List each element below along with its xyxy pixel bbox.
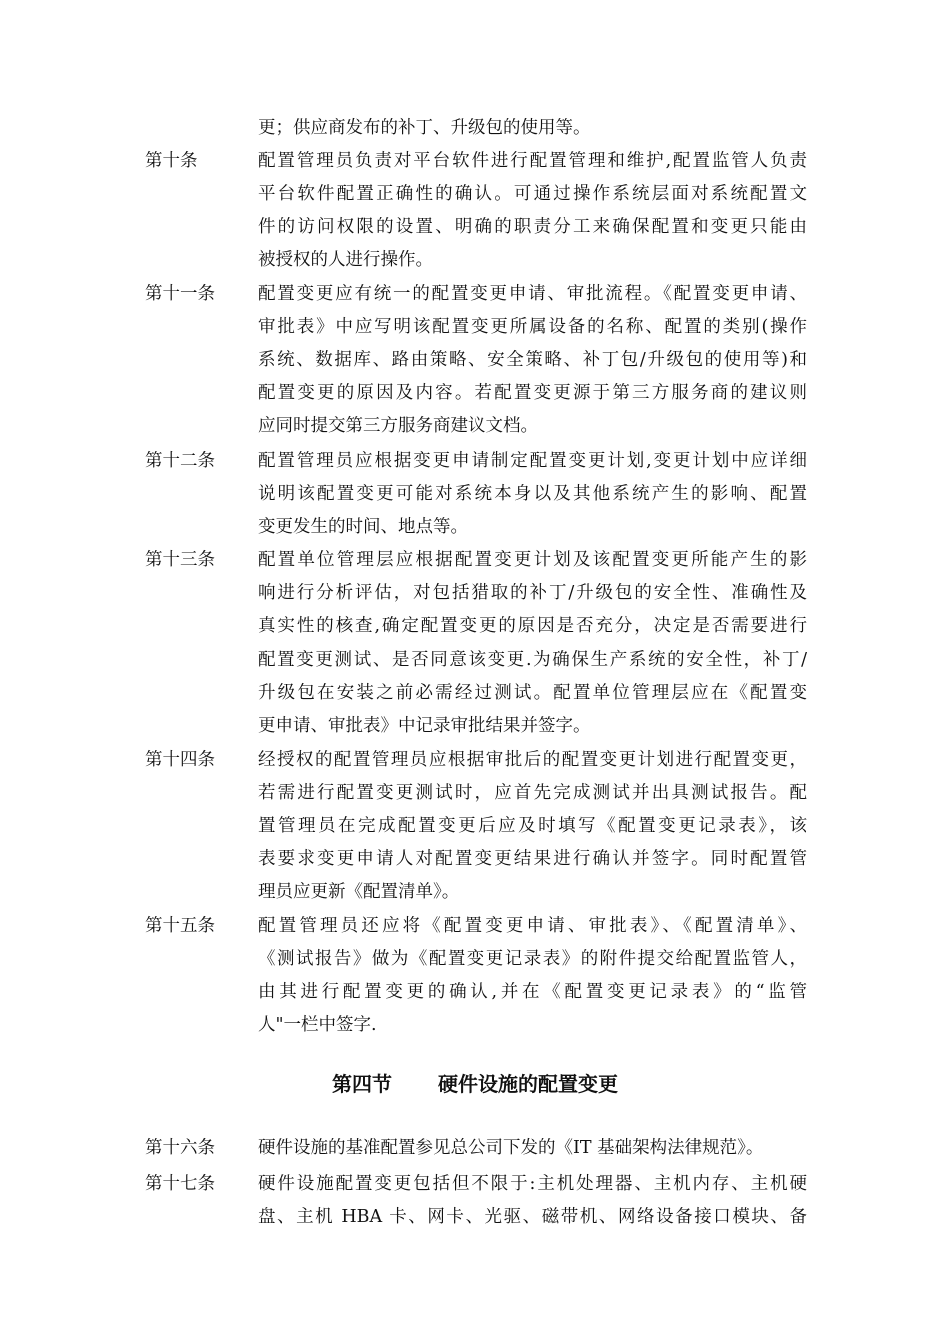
article-line: 被授权的人进行操作。 [258,250,433,270]
article-line: 人"一栏中签字. [258,1015,377,1035]
article-number: 第十三条 [145,550,215,570]
article-line: 硬件设施配置变更包括但不限于:主机处理器、主机内存、主机硬 [258,1174,807,1194]
article-line: 响进行分析评估，对包括猎取的补丁/升级包的安全性、准确性及 [258,583,807,603]
article-line: 升级包在安装之前必需经过测试。配置单位管理层应在《配置变 [258,683,807,703]
article-line: 配置管理员应根据变更申请制定配置变更计划,变更计划中应详细 [258,451,807,471]
article-line: 盘、主机 HBA 卡、网卡、光驱、磁带机、网络设备接口模块、备 [258,1207,807,1227]
article-number: 第十一条 [145,284,215,304]
section-title: 硬件设施的配置变更 [438,1072,618,1096]
article-number: 第十七条 [145,1174,215,1194]
article-line: 真实性的核查,确定配置变更的原因是否充分，决定是否需要进行 [258,616,807,636]
article-line: 变更发生的时间、地点等。 [258,517,468,537]
intro-line: 更；供应商发布的补丁、升级包的使用等。 [258,118,591,138]
article-line: 经授权的配置管理员应根据审批后的配置变更计划进行配置变更， [258,750,807,770]
article-line: 说明该配置变更可能对系统本身以及其他系统产生的影响、配置 [258,484,807,504]
article-number: 第十四条 [145,750,215,770]
article-line: 表要求变更申请人对配置变更结果进行确认并签字。同时配置管 [258,849,807,869]
article-line: 配置单位管理层应根据配置变更计划及该配置变更所能产生的影 [258,550,807,570]
article-line: 配置变更测试、是否同意该变更.为确保生产系统的安全性，补丁/ [258,650,807,670]
article-number: 第十条 [145,151,198,171]
article-line: 审批表》中应写明该配置变更所属设备的名称、配置的类别(操作 [258,317,807,337]
section-number: 第四节 [332,1072,392,1096]
article-line: 若需进行配置变更测试时，应首先完成测试并出具测试报告。配 [258,783,807,803]
article-line: 硬件设施的基准配置参见总公司下发的《IT 基础架构法律规范》。 [258,1138,764,1158]
article-line: 件的访问权限的设置、明确的职责分工来确保配置和变更只能由 [258,217,807,237]
article-number: 第十五条 [145,916,215,936]
article-line: 更申请、审批表》中记录审批结果并签字。 [258,716,591,736]
section-heading [0,1070,950,1098]
article-line: 配置管理员负责对平台软件进行配置管理和维护,配置监管人负责 [258,151,807,171]
article-number: 第十六条 [145,1138,215,1158]
article-line: 置管理员在完成配置变更后应及时填写《配置变更记录表》，该 [258,816,807,836]
article-line: 理员应更新《配置清单》。 [258,882,460,902]
article-line: 由其进行配置变更的确认,并在《配置变更记录表》的“监管 [258,982,807,1002]
article-line: 系统、数据库、路由策略、安全策略、补丁包/升级包的使用等)和 [258,350,807,370]
article-line: 《测试报告》做为《配置变更记录表》的附件提交给配置监管人， [258,949,807,969]
article-line: 应同时提交第三方服务商建议文档。 [258,416,538,436]
article-line: 配置管理员还应将《配置变更申请、审批表》、《配置清单》、 [258,916,807,936]
article-line: 平台软件配置正确性的确认。可通过操作系统层面对系统配置文 [258,184,807,204]
article-number: 第十二条 [145,451,215,471]
article-line: 配置变更应有统一的配置变更申请、审批流程。《配置变更申请、 [258,284,807,304]
article-line: 配置变更的原因及内容。若配置变更源于第三方服务商的建议则 [258,383,807,403]
